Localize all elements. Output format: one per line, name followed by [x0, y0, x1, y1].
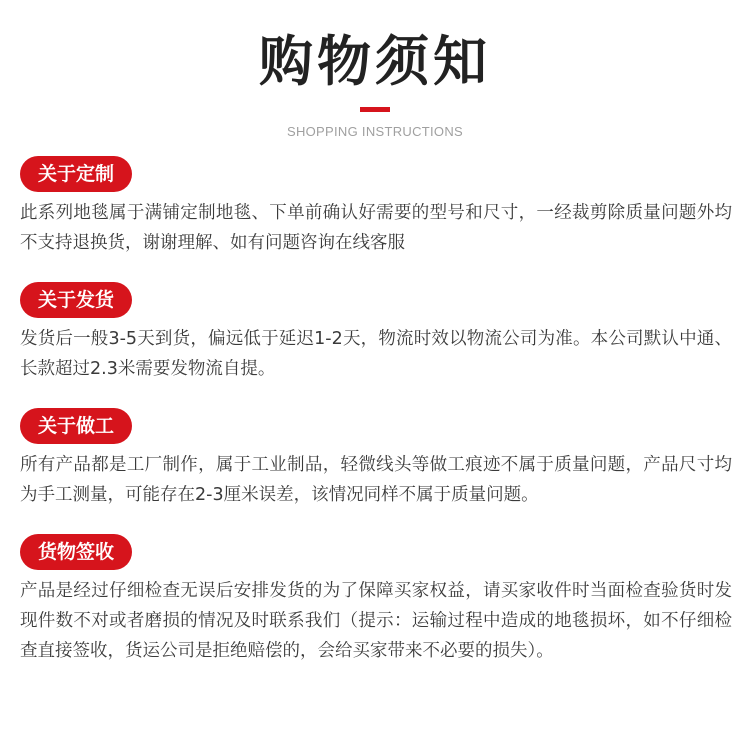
section-text-workmanship: 所有产品都是工厂制作，属于工业制品，轻微线头等做工痕迹不属于质量问题，产品尺寸均为手工测量，可能存在2-3厘米误差，该情况同样不属于质量问题。: [20, 455, 732, 505]
section-badge-receipt: 货物签收: [20, 534, 132, 570]
section-customization: [20, 156, 732, 258]
page-subtitle: SHOPPING INSTRUCTIONS: [286, 124, 464, 139]
section-text-receipt: 产品是经过仔细检查无误后安排发货的为了保障买家权益，请买家收件时当面检查验货时发现件数不对或者磨损的情况及时联系我们（提示：运输过程中造成的地毯损坏，如不仔细检查直接签收，货运公司是拒绝赔偿的，会给买家带来不必要的损失）。: [20, 581, 732, 661]
section-workmanship: [20, 408, 732, 510]
section-text-shipping: 发货后一般3-5天到货，偏远低于延迟1-2天，物流时效以物流公司为准。本公司默认中通、长款超过2.3米需要发物流自提。: [20, 329, 732, 379]
section-badge-customization: 关于定制: [20, 156, 132, 192]
section-shipping: [20, 282, 732, 384]
section-badge-workmanship: 关于做工: [20, 408, 132, 444]
section-text-customization: 此系列地毯属于满铺定制地毯、下单前确认好需要的型号和尺寸，一经裁剪除质量问题外均不支持退换货，谢谢理解、如有问题咨询在线客服: [20, 203, 732, 253]
section-badge-shipping: 关于发货: [20, 282, 132, 318]
title-underline: [360, 107, 390, 112]
section-receipt: [20, 534, 732, 666]
page-title: 购物须知: [259, 30, 491, 93]
